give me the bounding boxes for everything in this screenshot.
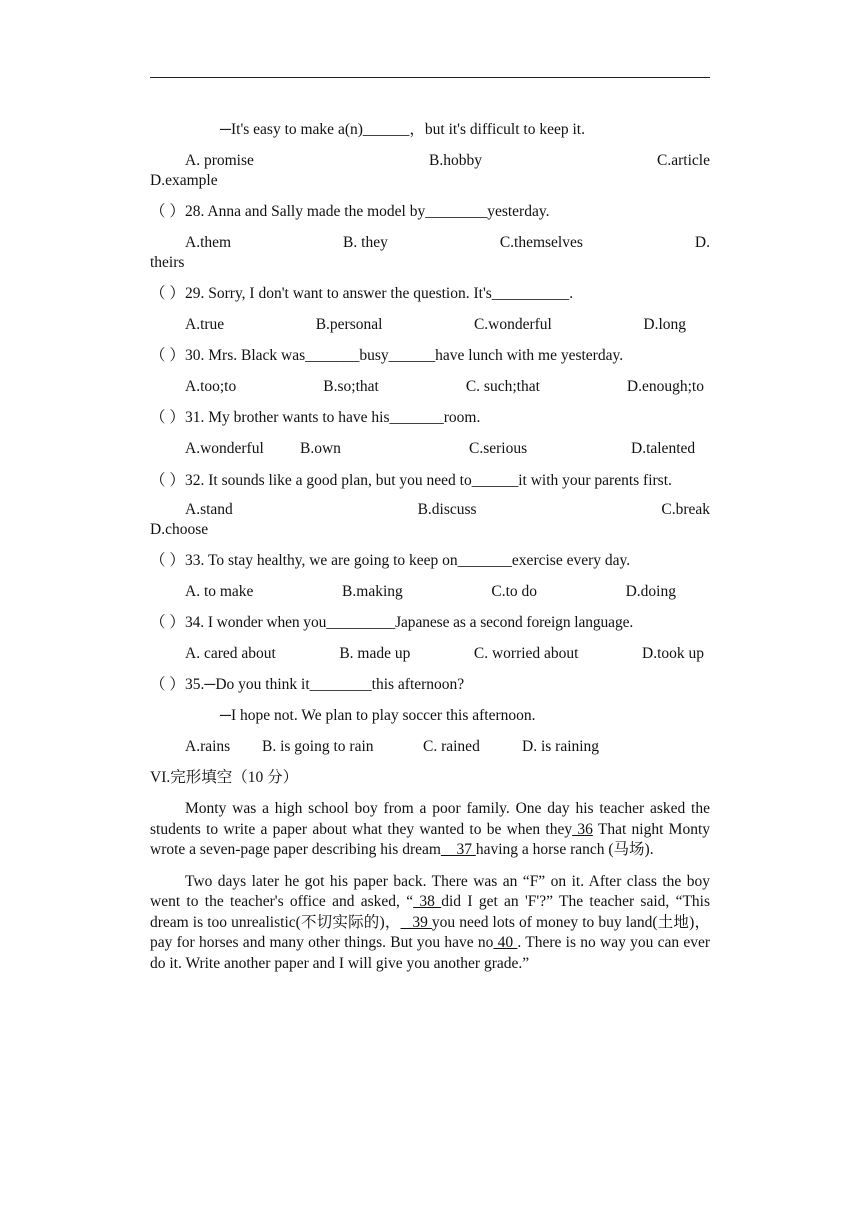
q28-answer-paren[interactable]: （ ） [150,203,185,220]
q29-option-d[interactable]: D.long [643,316,686,333]
q32-text: 32. It sounds like a good plan, but you need to______it with your parents first. [185,472,672,489]
q32-options [150,500,710,540]
q35-reply: ─I hope not. We plan to play soccer this afternoon. [220,707,536,724]
exam-page [150,120,710,974]
q34-answer-paren[interactable]: （ ） [150,614,185,631]
q34-options [150,644,710,664]
q27-reply: ─It's easy to make a(n)______，but it's difficult to keep it. [220,121,585,138]
q33-stem [150,551,710,571]
q34-text: 34. I wonder when you_________Japanese as a second foreign language. [185,614,634,631]
q27-options [150,151,710,191]
q29-answer-paren[interactable]: （ ） [150,285,185,302]
q29-text: 29. Sorry, I don't want to answer the question. It's__________. [185,285,574,302]
q32-option-b[interactable]: B.discuss [417,501,477,518]
q34-stem [150,613,710,633]
q29-option-a[interactable]: A.true [185,316,225,333]
q32-option-a[interactable]: A.stand [185,501,233,518]
q28-options [150,233,710,273]
q35-option-d[interactable]: D. is raining [522,738,600,755]
passage-p2-text-b: did I get an 'F'?” The teacher said, “This dream is too unrealistic(不切实际的)， [150,893,711,931]
q30-option-c[interactable]: C. such;that [465,378,540,395]
q33-option-d[interactable]: D.doing [625,583,676,600]
header-rule [150,77,710,78]
passage-p1-text-a: Monty was a high school boy from a poor family. One day his teacher asked the students to write a paper about what they wanted to be when they [150,800,710,838]
q33-option-c[interactable]: C.to do [491,583,538,600]
q35-answer-paren[interactable]: （ ） [150,676,185,693]
q30-option-b[interactable]: B.so;that [323,378,379,395]
q33-answer-paren[interactable]: （ ） [150,552,185,569]
q35-options [150,737,710,757]
passage-p2-text-c: you need lots of money to buy land(土地)， pay for horses and many other things. But you have no [150,913,710,951]
q28-option-b[interactable]: B. they [343,234,388,251]
blank-40[interactable]: 40 [493,934,518,951]
q31-option-c[interactable]: C.serious [469,440,528,457]
q29-stem [150,284,710,304]
passage-p1-text-b: That night Monty wrote a seven-page paper describing his dream [150,820,711,858]
q28-option-a[interactable]: A.them [185,234,232,251]
q34-option-d[interactable]: D.took up [642,645,704,662]
q28-option-d-cont[interactable]: theirs [150,254,185,271]
q35-option-a[interactable]: A.rains [185,738,231,755]
q30-options [150,377,710,397]
q30-option-a[interactable]: A.too;to [185,378,237,395]
blank-36[interactable]: 36 [572,820,593,838]
q34-option-a[interactable]: A. cared about [185,645,276,662]
q33-text: 33. To stay healthy, we are going to keep on_______exercise every day. [185,552,631,569]
q29-option-b[interactable]: B.personal [315,316,383,333]
q34-option-b[interactable]: B. made up [339,645,411,662]
q34-option-c[interactable]: C. worried about [473,645,579,662]
passage-paragraph-1 [150,799,710,861]
q31-options [150,439,710,459]
passage-p1-text-c: having a horse ranch (马场). [475,841,654,858]
q33-option-a[interactable]: A. to make [185,583,254,600]
q30-text: 30. Mrs. Black was_______busy______have lunch with me yesterday. [185,347,624,364]
passage-p2-text-d: . There is no way you can ever do it. Write another paper and I will give you another grade.” [150,934,711,972]
q35-option-c[interactable]: C. rained [423,738,480,755]
q27-option-d[interactable]: D.example [150,172,218,189]
q28-option-c[interactable]: C.themselves [499,234,583,251]
q31-stem [150,408,710,428]
q31-option-a[interactable]: A.wonderful [185,440,264,457]
passage-paragraph-2 [150,872,710,975]
q32-stem [150,470,710,491]
q29-options [150,315,710,335]
q30-option-d[interactable]: D.enough;to [626,378,704,395]
q28-option-d[interactable]: D. [694,234,710,251]
q27-option-c[interactable]: C.article [657,152,710,169]
q27-option-b[interactable]: B.hobby [428,152,482,169]
q31-option-b[interactable]: B.own [300,440,341,457]
q35-stem [150,675,710,695]
q33-option-b[interactable]: B.making [342,583,403,600]
q35-option-b[interactable]: B. is going to rain [262,738,374,755]
q28-text: 28. Anna and Sally made the model by________yesterday. [185,203,550,220]
q27-option-a[interactable]: A. promise [185,152,254,169]
q32-option-c[interactable]: C.break [661,501,710,518]
q32-option-d[interactable]: D.choose [150,521,209,538]
section-6-title: VI.完形填空（10 分） [150,769,299,786]
blank-39[interactable]: _39 [400,913,432,931]
q30-stem [150,346,710,366]
q31-option-d[interactable]: D.talented [631,440,696,457]
q30-answer-paren[interactable]: （ ） [150,347,185,364]
q31-text: 31. My brother wants to have his_______room. [185,409,481,426]
q31-answer-paren[interactable]: （ ） [150,409,185,426]
q35-text: 35.─Do you think it________this afternoon? [185,676,465,693]
q33-options [150,582,710,602]
q32-answer-paren[interactable]: （ ） [150,472,185,489]
blank-38[interactable]: 38 [413,893,442,910]
blank-37[interactable]: __37 [440,841,476,858]
q28-stem [150,202,710,222]
passage-p2-text-a: Two days later he got his paper back. There was an “F” on it. After class the boy went to the teacher's office and asked, “ [150,872,710,910]
q29-option-c[interactable]: C.wonderful [473,316,552,333]
